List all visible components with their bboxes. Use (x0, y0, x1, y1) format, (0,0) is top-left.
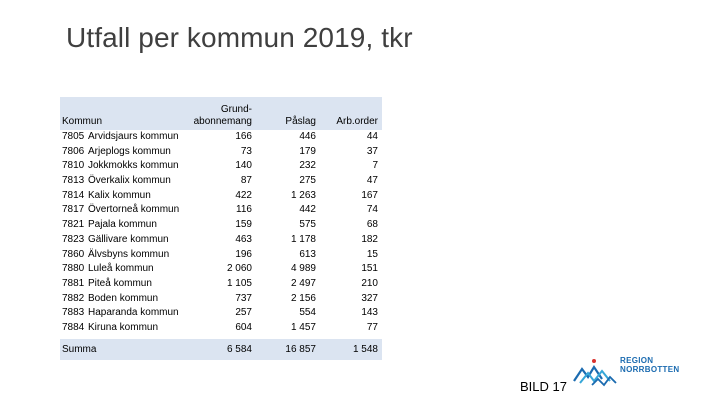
row-code: 7805 (62, 131, 85, 142)
row-grund: 1 105 (226, 277, 252, 289)
row-grund: 257 (235, 307, 252, 319)
row-code: 7883 (62, 307, 85, 319)
row-paslag: 179 (299, 145, 316, 157)
row-name: Älvsbyns kommun (88, 248, 170, 260)
row-paslag: 613 (299, 248, 316, 260)
row-paslag: 2 156 (290, 292, 316, 304)
header-grund-line2: abonnemang (193, 116, 252, 127)
table-row (60, 306, 382, 321)
header-kommun: Kommun (62, 116, 103, 127)
row-paslag: 232 (299, 160, 316, 172)
row-name: Arvidsjaurs kommun (88, 131, 179, 142)
table-row (60, 248, 382, 263)
row-name: Jokkmokks kommun (88, 160, 179, 172)
row-grund: 463 (235, 233, 252, 245)
header-grundabonnemang (170, 104, 252, 128)
row-arb: 7 (372, 160, 378, 172)
summa-row (60, 339, 382, 360)
row-name: Övertorneå kommun (88, 204, 180, 216)
table-row (60, 262, 382, 277)
row-arb: 327 (361, 292, 378, 304)
table-row (60, 189, 382, 204)
row-grund: 73 (240, 145, 252, 157)
table-body (60, 130, 382, 336)
row-grund: 159 (235, 219, 252, 231)
row-code: 7823 (62, 233, 85, 245)
table-row (60, 174, 382, 189)
row-paslag: 446 (299, 131, 316, 142)
slide-number: BILD 17 (520, 379, 567, 394)
logo-line1: REGION (620, 356, 654, 365)
row-arb: 37 (366, 145, 378, 157)
row-grund: 87 (240, 175, 252, 187)
row-name: Överkalix kommun (88, 175, 171, 187)
row-arb: 167 (361, 189, 378, 201)
region-norrbotten-logo (568, 355, 686, 387)
header-arb-order: Arb.order (336, 116, 378, 127)
row-grund: 166 (235, 131, 252, 142)
logo-mark-icon (568, 355, 620, 387)
row-code: 7881 (62, 277, 85, 289)
row-paslag: 4 989 (290, 263, 316, 275)
row-arb: 77 (366, 321, 378, 333)
row-code: 7810 (62, 160, 85, 172)
table-row (60, 233, 382, 248)
table-header (60, 97, 382, 130)
row-grund: 116 (236, 204, 252, 216)
row-name: Luleå kommun (88, 263, 154, 275)
row-name: Haparanda kommun (88, 307, 179, 319)
row-arb: 151 (361, 263, 378, 275)
summa-paslag: 16 857 (285, 344, 316, 355)
row-arb: 182 (361, 233, 378, 245)
row-paslag: 1 263 (290, 189, 316, 201)
row-paslag: 554 (299, 307, 316, 319)
row-code: 7813 (62, 175, 85, 187)
header-paslag: Påslag (285, 116, 316, 127)
logo-line2: NORRBOTTEN (620, 365, 680, 374)
row-grund: 2 060 (226, 263, 252, 275)
slide-title: Utfall per kommun 2019, tkr (66, 22, 413, 53)
table-row (60, 130, 382, 145)
row-code: 7884 (62, 321, 85, 333)
row-arb: 74 (366, 204, 378, 216)
row-grund: 422 (235, 189, 252, 201)
row-arb: 15 (366, 248, 378, 260)
row-name: Kiruna kommun (88, 321, 159, 333)
row-code: 7814 (62, 189, 85, 201)
row-code: 7821 (62, 219, 85, 231)
table-row (60, 321, 382, 336)
row-arb: 47 (366, 175, 378, 187)
row-paslag: 1 178 (290, 233, 316, 245)
row-grund: 604 (235, 321, 252, 333)
row-arb: 68 (366, 219, 378, 231)
row-paslag: 442 (299, 204, 316, 216)
row-code: 7860 (62, 248, 85, 260)
row-grund: 196 (235, 248, 252, 260)
row-name: Kalix kommun (88, 189, 151, 201)
row-paslag: 575 (299, 219, 316, 231)
row-code: 7817 (62, 204, 85, 216)
table-row (60, 218, 382, 233)
table-row (60, 203, 382, 218)
row-grund: 737 (235, 292, 252, 304)
row-paslag: 2 497 (290, 277, 316, 289)
row-arb: 44 (366, 131, 378, 142)
table-row (60, 292, 382, 307)
logo-text (620, 356, 679, 374)
row-arb: 210 (361, 277, 378, 289)
row-code: 7806 (62, 145, 85, 157)
row-name: Gällivare kommun (88, 233, 169, 245)
row-grund: 140 (235, 160, 252, 172)
row-name: Boden kommun (88, 292, 159, 304)
row-name: Piteå kommun (88, 277, 152, 289)
row-arb: 143 (361, 307, 378, 319)
row-name: Pajala kommun (88, 219, 157, 231)
row-code: 7880 (62, 263, 85, 275)
row-code: 7882 (62, 292, 85, 304)
row-paslag: 1 457 (290, 321, 316, 333)
summa-arb: 1 548 (352, 344, 378, 355)
header-grund-line1: Grund- (220, 104, 252, 115)
table-row (60, 159, 382, 174)
row-paslag: 275 (299, 175, 316, 187)
row-name: Arjeplogs kommun (88, 145, 171, 157)
table-row (60, 145, 382, 160)
summa-label: Summa (62, 344, 97, 355)
table-row (60, 277, 382, 292)
summa-grund: 6 584 (226, 344, 252, 355)
